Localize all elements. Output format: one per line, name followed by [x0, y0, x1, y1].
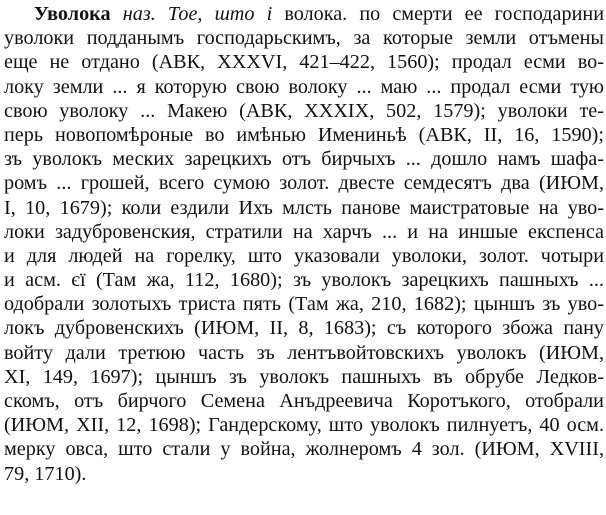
entry-line: I, 10, 1679); коли ездили Ихъ млсть панове маистратовые на уво- [4, 196, 604, 219]
entry-line-1 [4, 2, 604, 26]
headword: Уволока [34, 3, 111, 25]
entry-line: локъ дубровенскихъ (ИЮМ, II, 8, 1683); съ которого збожа пану [4, 317, 604, 340]
entry-line: скомъ, отъ бирчого Семена Анъдреевича Коротъкого, отобрали [4, 390, 604, 412]
entry-line: войту дали третюю часть зъ лентъвойтовскихъ уволокъ (ИЮМ, [4, 341, 604, 364]
entry-line: перь новопомѣроные во имѣнью Имениньѣ (АВК, II, 16, 1590); [4, 123, 604, 146]
entry-line: и для людей на горелку, што указовали уволоки, золот. чотыри [4, 244, 604, 267]
entry-line: (ИЮМ, XII, 12, 1698); Гандерскому, што уволокъ пилнуетъ, 40 осм. [4, 414, 604, 437]
entry-text-segment: волока. по смерти ее господарини [284, 3, 604, 25]
entry-line: уволоки подданымъ господарьскимъ, за которые земли отъмены [4, 27, 604, 50]
entry-line: локу земли ... я которую свою волоку ... маю ... продал есми тую [4, 75, 604, 98]
entry-line: еще не отдано (АВК, XXXVI, 421–422, 1560); продал есми во- [4, 51, 604, 74]
entry-line: XI, 149, 1697); цыншъ зъ уволокъ пашныхъ въ обрубе Ледков- [4, 365, 604, 388]
entry-line: одобрали золотыхъ триста пять (Там жа, 210, 1682); цыншъ зъ уво- [4, 293, 604, 316]
entry-line: и асм. єї (Там жа, 112, 1680); зъ уволокъ зарецкихъ пашныхъ ... [4, 269, 604, 292]
entry-line: локи задубровенския, стратили на харчъ ... и на иншые експенса [4, 220, 604, 243]
entry-line: свою уволоку ... Макею (АВК, XXXIX, 502, 1579); уволоки те- [4, 99, 604, 122]
entry-line: мерку овса, што стали у война, жолнеромъ 4 зол. (ИЮМ, XVIII, [4, 438, 604, 461]
entry-line: зъ уволокъ меских зарецкихъ отъ бирчыхъ ... дошло намъ шафа- [4, 148, 604, 171]
gloss: наз. Тое, што і [122, 3, 273, 25]
dictionary-entry [4, 2, 604, 486]
entry-line-last: 79, 1710). [4, 462, 87, 485]
entry-line: ромъ ... грошей, всего сумою золот. двесте семдесятъ два (ИЮМ, [4, 172, 604, 195]
